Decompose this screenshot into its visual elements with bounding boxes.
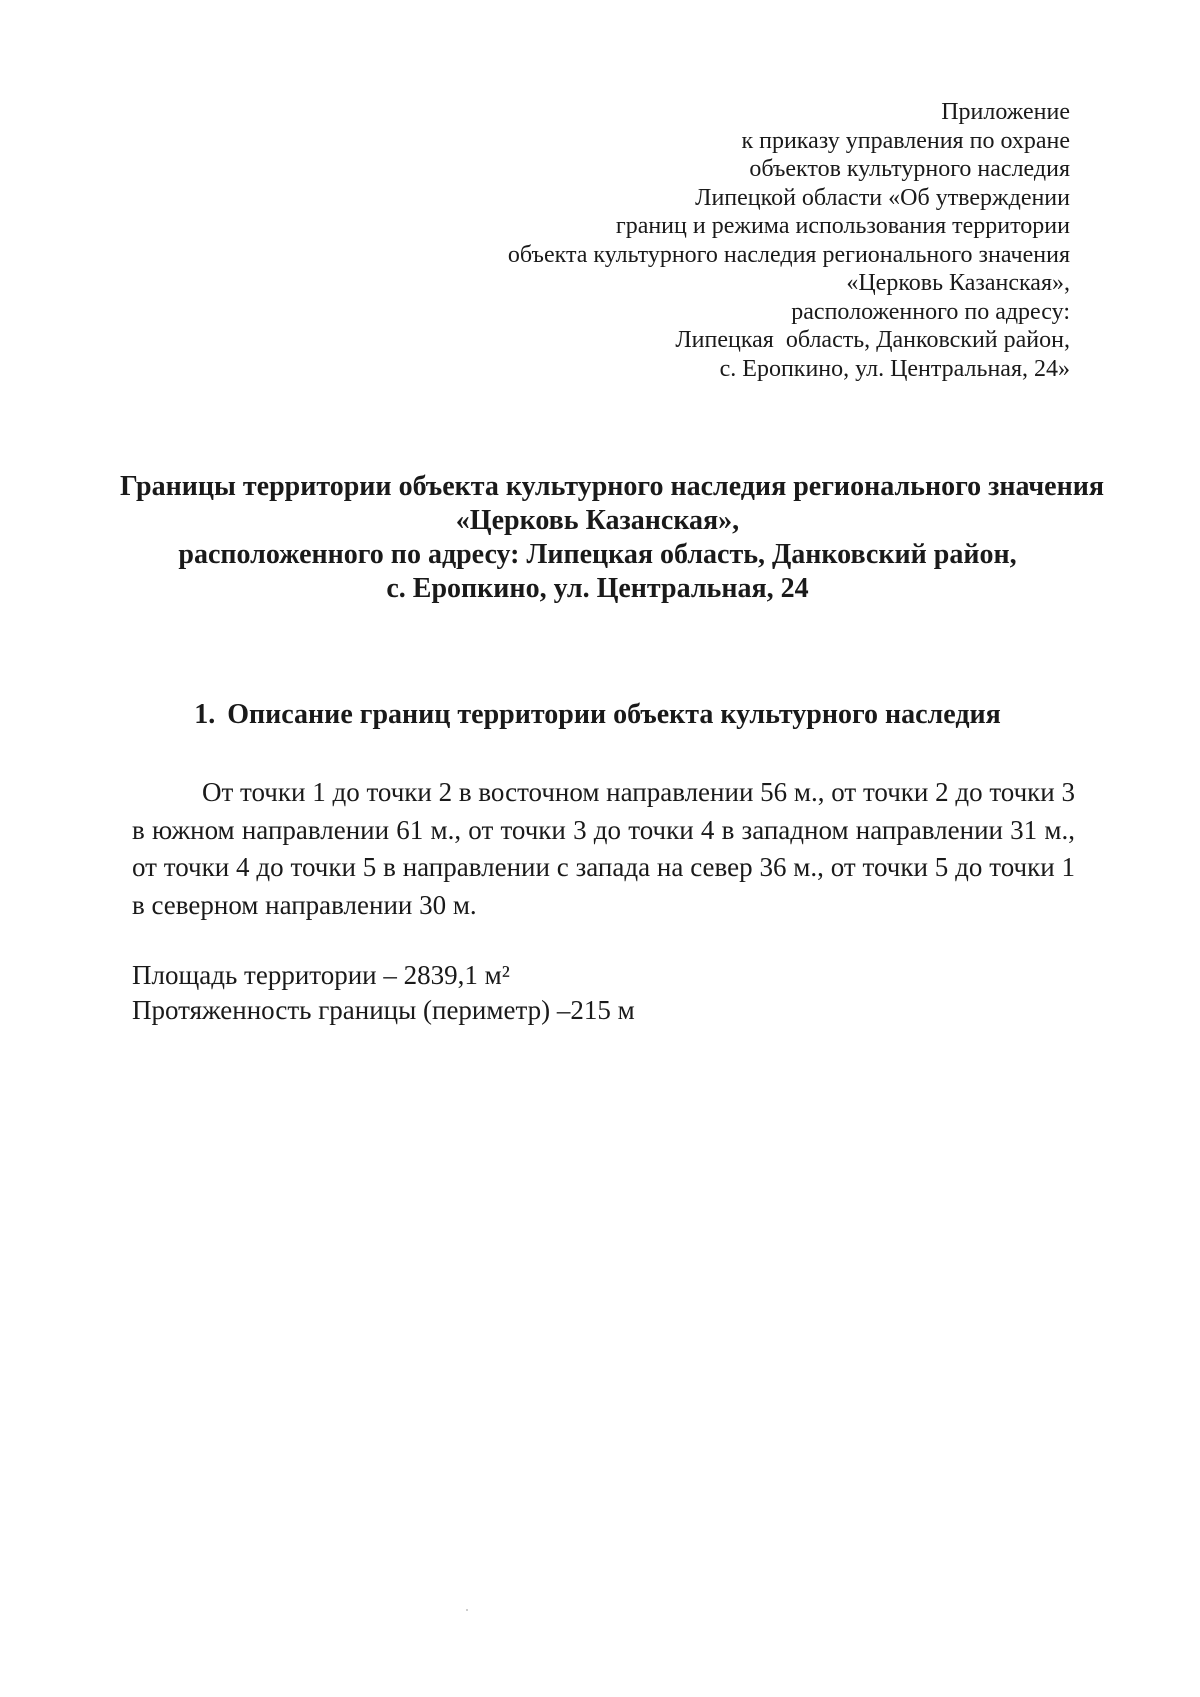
area-line: Площадь территории – 2839,1 м² — [132, 960, 510, 990]
scan-speck — [466, 1609, 468, 1611]
section-heading-text: Описание границ территории объекта культурного наследия — [227, 699, 1001, 730]
appendix-line: объекта культурного наследия регионального значения — [507, 241, 1070, 268]
section-heading — [120, 698, 1075, 732]
title-line: с. Еропкино, ул. Центральная, 24 — [386, 573, 809, 604]
document-title — [120, 470, 1105, 606]
appendix-line: Липецкая область, Данковский район, — [675, 327, 1070, 353]
title-line: «Церковь Казанская», — [455, 505, 740, 536]
appendix-line: к приказу управления по охране — [741, 127, 1070, 154]
title-line: Границы территории объекта культурного наследия регионального значения — [120, 471, 1105, 502]
appendix-line: Липецкой области «Об утверждении — [695, 184, 1070, 211]
boundary-description: От точки 1 до точки 2 в восточном направлении 56 м., от точки 2 до точки 3 в южном направлении 61 м., от точки 3 до точки 4 в западном направлении 31 м., от точки 4 до точки 5 в направлении с запада на север 36 м., от точки 5 до точки 1 в северном направлении 30 м. — [132, 777, 1075, 920]
appendix-line: Приложение — [941, 99, 1070, 125]
appendix-line: расположенного по адресу: — [791, 298, 1070, 325]
title-line: расположенного по адресу: Липецкая область, Данковский район, — [178, 539, 1017, 570]
appendix-line: «Церковь Казанская», — [846, 270, 1070, 296]
appendix-line: с. Еропкино, ул. Центральная, 24» — [719, 355, 1070, 382]
perimeter-line: Протяженность границы (периметр) –215 м — [132, 995, 635, 1025]
territory-stats — [132, 958, 1075, 1028]
appendix-line: границ и режима использования территории — [615, 213, 1070, 239]
appendix-line: объектов культурного наследия — [749, 156, 1070, 182]
section-number: 1. — [194, 699, 216, 730]
appendix-header — [310, 98, 1070, 383]
